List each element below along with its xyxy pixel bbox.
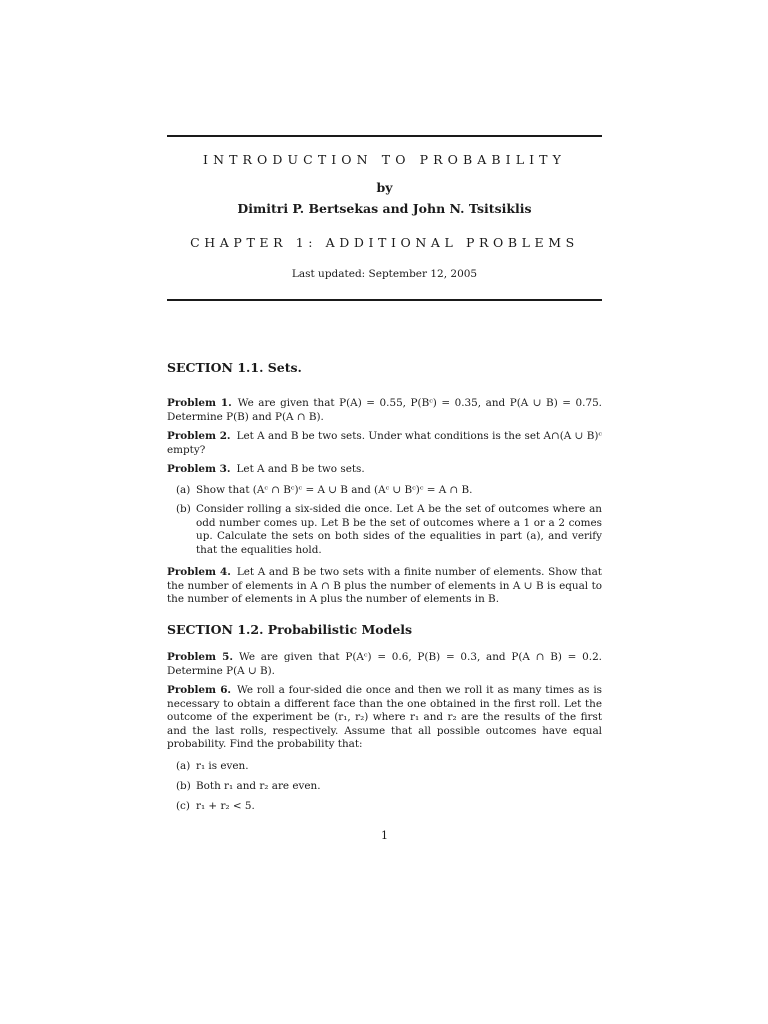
problem-label: Problem 5. <box>167 651 233 663</box>
book-title: INTRODUCTION TO PROBABILITY <box>203 152 566 167</box>
problem-text: Let A and B be two sets. Under what conditions is the set A∩(A ∪ B)ᶜ empty? <box>167 430 602 456</box>
problem-text: We roll a four-sided die once and then we roll it as many times as is necessary to obtain a different face than the one obtained in the first roll. Let the outcome of the experiment be (r₁, r₂) where r₁ and r₂ are the results of the first and the last rolls, respectively. Assume that all possible outcomes have equal probability. Find the probability that: <box>167 684 602 751</box>
item-marker: (b) <box>176 780 191 792</box>
problem-4 <box>167 566 602 607</box>
problem-text: We are given that P(Aᶜ) = 0.6, P(B) = 0.3, and P(A ∩ B) = 0.2. Determine P(A ∪ B). <box>167 651 602 677</box>
chapter-title: CHAPTER 1: ADDITIONAL PROBLEMS <box>190 235 579 250</box>
problem-label: Problem 2. <box>167 430 231 442</box>
item-text: r₁ is even. <box>196 760 249 772</box>
problem-2 <box>167 430 602 457</box>
item-text: Consider rolling a six-sided die once. Let A be the set of outcomes where an odd number comes up. Let B be the set of outcomes where a 1 or a 2 comes up. Calculate the sets on both sides of the equalities in part (a), and verify that the equalities hold. <box>196 503 602 556</box>
problem-text: Let A and B be two sets. <box>236 463 365 475</box>
problem-text: Let A and B be two sets with a finite number of elements. Show that the number of elements in A ∩ B plus the number of elements in A ∪ B is equal to the number of elements in A plus the number of elements in B. <box>167 566 602 606</box>
item-marker: (a) <box>176 484 191 496</box>
problem-5 <box>167 651 602 678</box>
problem-label: Problem 3. <box>167 463 231 475</box>
item-marker: (b) <box>176 503 191 515</box>
last-updated: Last updated: September 12, 2005 <box>291 268 478 280</box>
authors: Dimitri P. Bertsekas and John N. Tsitsiklis <box>237 201 532 216</box>
item-marker: (a) <box>176 760 191 772</box>
section-heading-1-2: SECTION 1.2. Probabilistic Models <box>167 622 413 637</box>
problem-label: Problem 6. <box>167 684 232 696</box>
by-line: by <box>376 180 393 195</box>
problem-3 <box>167 463 602 477</box>
item-marker: (c) <box>176 800 190 812</box>
page-number: 1 <box>381 829 388 842</box>
item-text: Show that (Aᶜ ∩ Bᶜ)ᶜ = A ∪ B and (Aᶜ ∪ Bᶜ)ᶜ = A ∩ B. <box>196 484 473 496</box>
problem-6 <box>167 684 602 752</box>
bottom-rule <box>167 299 602 301</box>
problem-label: Problem 1. <box>167 397 232 409</box>
top-rule <box>167 135 602 137</box>
item-text: r₁ + r₂ < 5. <box>196 800 255 812</box>
problem-label: Problem 4. <box>167 566 231 578</box>
section-heading-1-1: SECTION 1.1. Sets. <box>167 360 302 375</box>
problem-1 <box>167 397 602 424</box>
problem-text: We are given that P(A) = 0.55, P(Bᶜ) = 0.35, and P(A ∪ B) = 0.75. Determine P(B) and P(A ∩ B). <box>167 397 602 423</box>
item-text: Both r₁ and r₂ are even. <box>196 780 321 792</box>
